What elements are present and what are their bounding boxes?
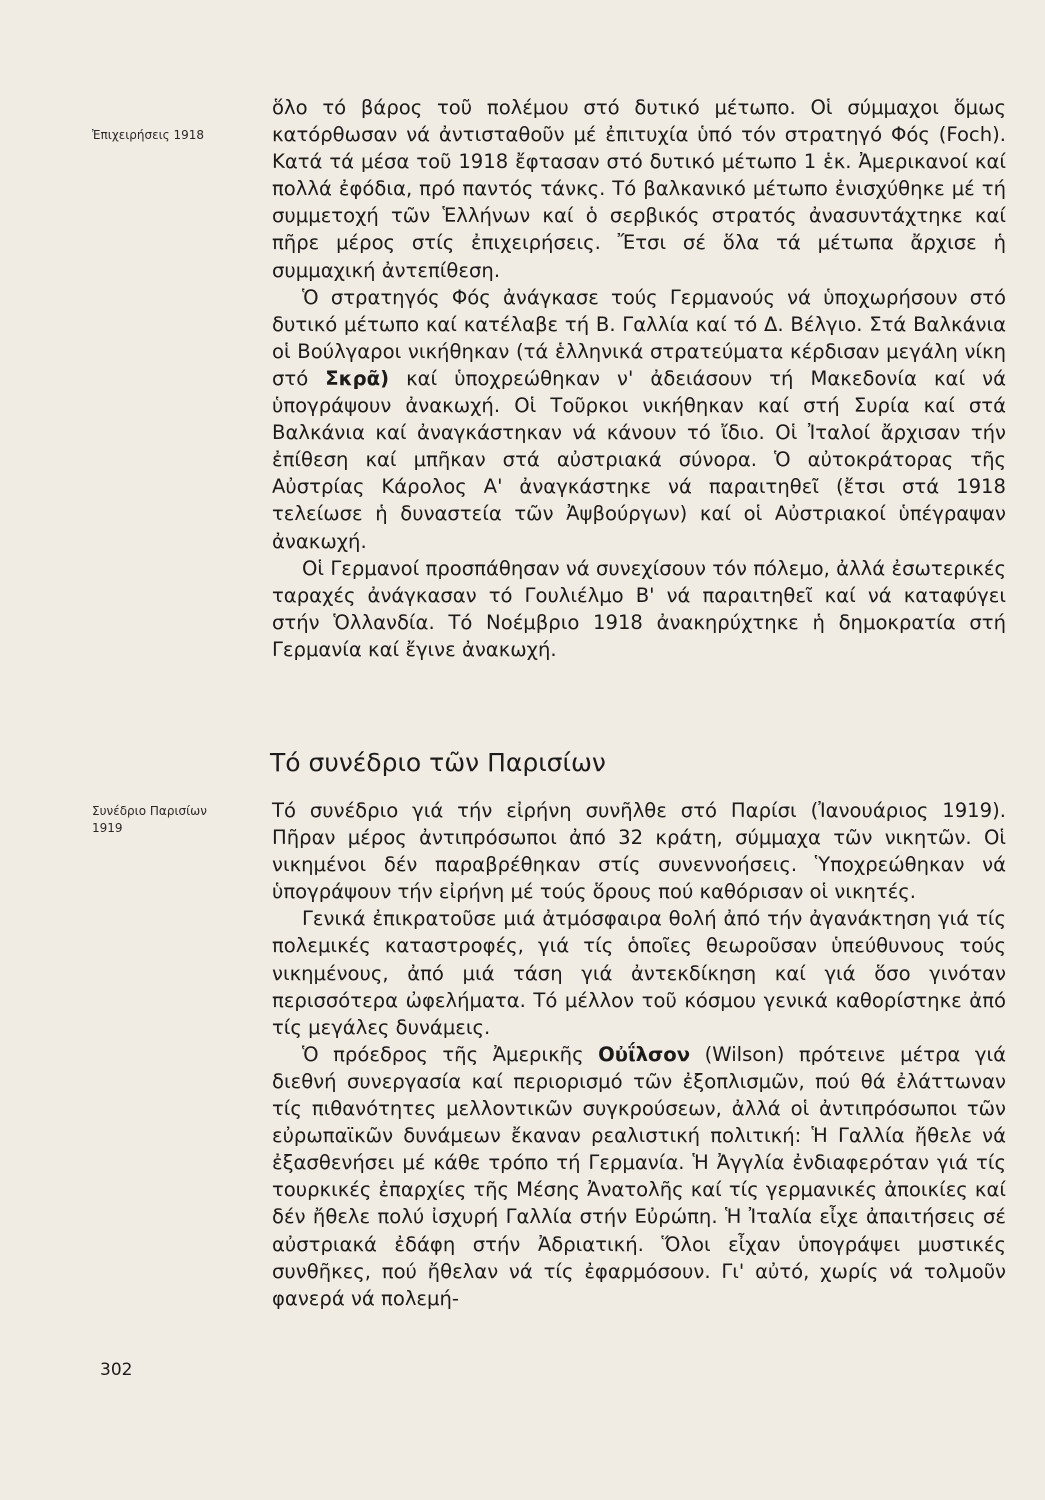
paragraph: Γενικά ἐπικρατοῦσε μιά ἀτμόσφαιρα θολή ἀπό τήν ἀγανάκτηση γιά τίς πολεμικές καταστροφές, γιά τίς ὁποῖες θεωροῦσαν ὑπεύθυνους τούς νικημένους, ἀπό μιά τάση γιά ἀντεκδίκηση καί γιά ὅσο γινόταν περισσότερα ὠφελήματα. Τό μέλλον τοῦ κόσμου γενικά καθορίστηκε ἀπό τίς μεγάλες δυνάμεις.: [272, 907, 1006, 1039]
paragraph-part: Ὁ στρατηγός Φός ἀνάγκασε τούς Γερμανούς νά ὑποχωρήσουν στό δυτικό μέτωπο καί κατέλαβε τή Β. Γαλλία καί τό Δ. Βέλγιο. Στά Βαλκάνια οἱ Βούλγαροι νικήθηκαν (τά ἑλληνικά στρατεύματα κέρδισαν μεγάλη νίκη στό: [272, 285, 1006, 390]
paragraph: [272, 284, 1006, 555]
margin-note-operations: [92, 127, 262, 144]
section-heading: Τό συνέδριο τῶν Παρισίων: [270, 748, 606, 777]
paragraph: [272, 1041, 1006, 1312]
margin-note-congress-title: Συνέδριο Παρισίων: [92, 804, 207, 818]
paragraph-part: καί ὑποχρεώθηκαν ν' ἀδειάσουν τή Μακεδονία καί νά ὑπογράψουν ἀνακωχή. Οἱ Τοῦρκοι νικήθηκαν καί στή Συρία καί στά Βαλκάνια καί ἀναγκάστηκαν νά κάνουν τό ἴδιο. Οἱ Ἰταλοί ἄρχισαν τήν ἐπίθεση καί μπῆκαν στά αὐστριακά σύνορα. Ὁ αὐτοκράτορας τῆς Αὐστρίας Κάρολος Α' ἀναγκάστηκε νά παραιτηθεῖ (ἔτσι στά 1918 τελείωσε ἡ δυναστεία τῶν Ἀψβούργων) καί οἱ Αὐστριακοί ὑπέγραψαν ἀνακωχή.: [272, 366, 1007, 553]
paragraph-part: Ὁ πρόεδρος τῆς Ἀμερικῆς: [302, 1042, 599, 1066]
section-1-text: [272, 94, 1006, 663]
margin-note-congress: [92, 803, 262, 837]
paragraph-part: (Wilson) πρότεινε μέτρα γιά διεθνή συνεργασία καί περιορισμό τῶν ἐξοπλισμῶν, πού θά ἐλάττωναν τίς πιθανότητες μελλοντικῶν συγκρούσεων, ἀλλά οἱ ἀντιπρόσωποι τῶν εὐρωπαϊκῶν δυνάμεων ἔκαναν ρεαλιστική πολιτική: Ἡ Γαλλία ἤθελε νά ἐξασθενήσει μέ κάθε τρόπο τή Γερμανία. Ἡ Ἀγγλία ἐνδιαφερόταν γιά τίς τουρκικές ἐπαρχίες τῆς Μέσης Ἀνατολῆς καί τίς γερμανικές ἀποικίες καί δέν ἤθελε πολύ ἰσχυρή Γαλλία στήν Εὐρώπη. Ἡ Ἰταλία εἶχε ἀπαιτήσεις σέ αὐστριακά ἐδάφη στήν Ἀδριατική. Ὅλοι εἶχαν ὑπογράψει μυστικές συνθῆκες, πού ἤθελαν νά τίς ἐφαρμόσουν. Γι' αὐτό, χωρίς νά τολμοῦν φανερά νά πολεμή-: [272, 1042, 1006, 1310]
paragraph: Τό συνέδριο γιά τήν εἰρήνη συνῆλθε στό Παρίσι (Ἰανουάριος 1919). Πῆραν μέρος ἀντιπρόσωποι ἀπό 32 κράτη, σύμμαχα τῶν νικητῶν. Οἱ νικημένοι δέν παραβρέθηκαν στίς συνεννοήσεις. Ὑποχρεώθηκαν νά ὑπογράψουν τήν εἰρήνη μέ τούς ὅρους πού καθόρισαν οἱ νικητές.: [272, 799, 1006, 904]
paragraph: Οἱ Γερμανοί προσπάθησαν νά συνεχίσουν τόν πόλεμο, ἀλλά ἐσωτερικές ταραχές ἀνάγκασαν τό Γουλιέλμο Β' νά παραιτηθεῖ καί νά καταφύγει στήν Ὁλλανδία. Τό Νοέμβριο 1918 ἀνακηρύχτηκε ἡ δημοκρατία στή Γερμανία καί ἔγινε ἀνακωχή.: [272, 556, 1006, 661]
bold-term-wilson: Οὐΐλσον: [598, 1042, 691, 1066]
margin-note-operations-text: Ἐπιχειρήσεις 1918: [92, 128, 205, 142]
page-number: 302: [100, 1360, 133, 1380]
bold-term-skra: Σκρᾶ): [325, 366, 390, 390]
section-2-text: [272, 797, 1006, 1312]
margin-note-congress-year: 1919: [92, 821, 123, 835]
paragraph: ὅλο τό βάρος τοῦ πολέμου στό δυτικό μέτωπο. Οἱ σύμμαχοι ὅμως κατόρθωσαν νά ἀντισταθοῦν μέ ἐπιτυχία ὑπό τόν στρατηγό Φός (Foch). Κατά τά μέσα τοῦ 1918 ἔφτασαν στό δυτικό μέτωπο 1 ἑκ. Ἀμερικανοί καί πολλά ἐφόδια, πρό παντός τάνκς. Τό βαλκανικό μέτωπο ἐνισχύθηκε μέ τή συμμετοχή τῶν Ἑλλήνων καί ὁ σερβικός στρατός ἀνασυντάχτηκε καί πῆρε μέρος στίς ἐπιχειρήσεις. Ἔτσι σέ ὅλα τά μέτωπα ἄρχισε ἡ συμμαχική ἀντεπίθεση.: [272, 96, 1006, 282]
